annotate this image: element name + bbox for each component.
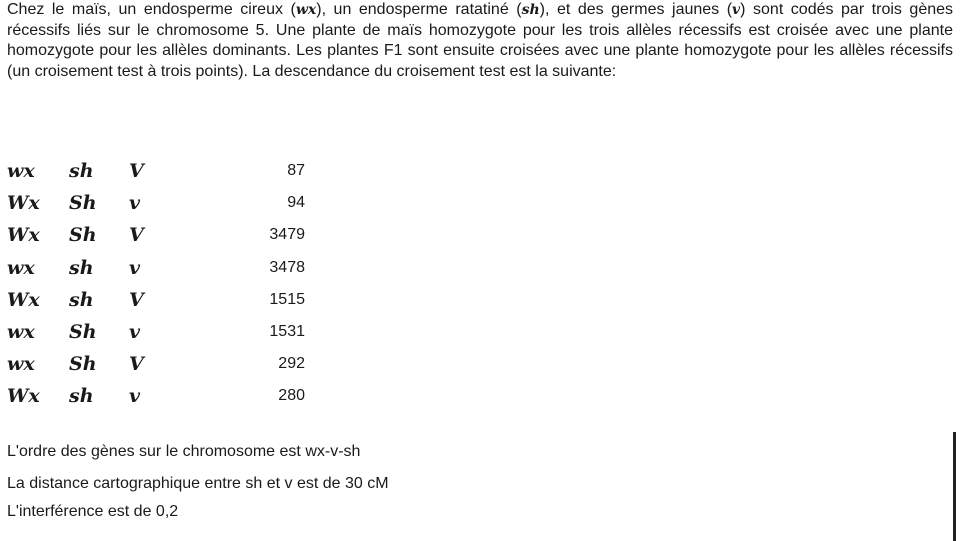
progeny-count: 1531 — [269, 322, 305, 340]
progeny-row — [7, 220, 327, 252]
progeny-row — [7, 253, 327, 285]
allele-v: v — [129, 192, 141, 215]
allele-sh: sh — [69, 256, 94, 279]
progeny-count: 292 — [278, 355, 305, 373]
allele-wx: wx — [7, 160, 35, 182]
allele-v: V — [129, 353, 144, 376]
allele-sh: Sh — [69, 353, 97, 376]
progeny-row — [7, 317, 327, 349]
allele-wx: wx — [7, 320, 35, 343]
allele-v: V — [129, 224, 144, 247]
allele-sh: Sh — [69, 192, 97, 215]
allele-sh: Sh — [69, 320, 97, 343]
intro-text-3: ), et des germes jaunes ( — [539, 1, 733, 18]
allele-sh: sh — [69, 385, 94, 408]
intro-text-1: Chez le maïs, un endosperme cireux ( — [7, 1, 296, 18]
allele-v: V — [129, 288, 144, 311]
allele-v: V — [129, 160, 144, 182]
progeny-count: 3478 — [269, 258, 305, 276]
allele-wx: wx — [7, 353, 35, 376]
allele-v: v — [129, 320, 141, 343]
allele-sh: Sh — [69, 224, 97, 247]
allele-wx: Wx — [7, 224, 40, 247]
conclusion-interference: L'interférence est de 0,2 — [7, 503, 179, 520]
progeny-row — [7, 188, 327, 220]
progeny-row — [7, 285, 327, 317]
allele-v: v — [129, 256, 141, 279]
problem-statement — [7, 0, 953, 82]
allele-wx: Wx — [7, 288, 40, 311]
progeny-row — [7, 156, 327, 188]
progeny-table — [7, 156, 327, 414]
symbol-sh: sh — [521, 2, 540, 18]
allele-sh: sh — [69, 288, 94, 311]
progeny-count: 94 — [287, 194, 305, 212]
progeny-row — [7, 381, 327, 413]
allele-wx: Wx — [7, 192, 40, 215]
conclusion-gene-order: L'ordre des gènes sur le chromosome est wx-v-sh — [7, 443, 361, 460]
allele-v: v — [129, 385, 141, 408]
page-edge-divider — [953, 432, 956, 541]
intro-text-2: ), un endosperme ratatiné ( — [316, 1, 522, 18]
progeny-count: 1515 — [269, 290, 305, 308]
symbol-wx: wx — [295, 2, 317, 18]
allele-wx: Wx — [7, 385, 40, 408]
allele-sh: sh — [69, 160, 94, 182]
progeny-row — [7, 349, 327, 381]
allele-wx: wx — [7, 256, 35, 279]
conclusion-map-distance: La distance cartographique entre sh et v est de 30 cM — [7, 475, 389, 492]
progeny-count: 3479 — [269, 226, 305, 244]
intro-text-4: ) sont codés par trois gènes récessifs liés sur le chromosome 5. Une plante de maïs homozygote pour les trois allèles récessifs est croisée avec une plante homozygote pour les allèles dominants. Les plantes F1 sont ensuite croisées avec une plante homozygote pour les allèles récessifs (un croisement test à trois points). La descendance du croisement test est la suivante: — [7, 1, 954, 80]
progeny-count: 280 — [278, 387, 305, 405]
progeny-count: 87 — [287, 162, 305, 179]
symbol-v: v — [732, 2, 741, 18]
